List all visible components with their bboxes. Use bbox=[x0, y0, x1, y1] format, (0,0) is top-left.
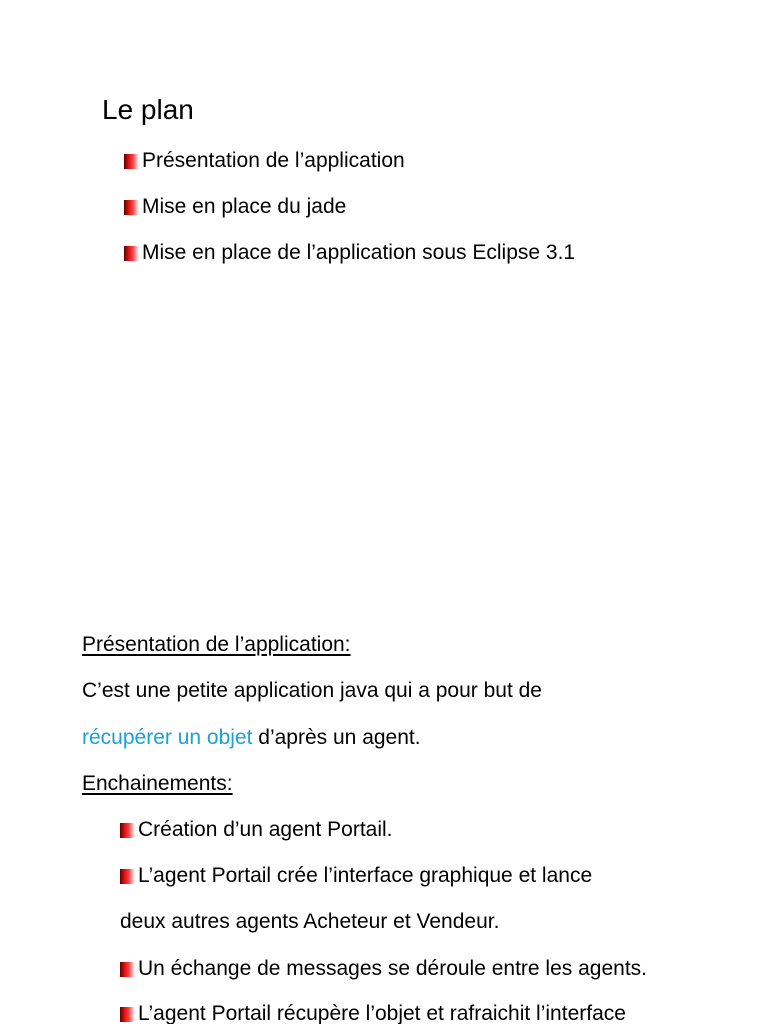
step-item-4 bbox=[120, 1000, 626, 1024]
highlighted-phrase: récupérer un objet bbox=[82, 726, 253, 749]
red-square-bullet-icon bbox=[120, 823, 135, 838]
step-label: L’agent Portail crée l’interface graphique et lance bbox=[138, 864, 593, 887]
plan-item-label: Présentation de l’application bbox=[142, 149, 405, 172]
step-item-2-continuation: deux autres agents Acheteur et Vendeur. bbox=[120, 910, 500, 933]
red-square-bullet-icon bbox=[124, 200, 139, 215]
presentation-line-1: C’est une petite application java qui a pour but de bbox=[82, 679, 542, 702]
red-square-bullet-icon bbox=[120, 962, 135, 977]
presentation-line-2-rest: d’après un agent. bbox=[252, 726, 421, 749]
step-item-3 bbox=[120, 955, 647, 983]
red-square-bullet-icon bbox=[120, 869, 135, 884]
step-item-2 bbox=[120, 862, 592, 890]
red-square-bullet-icon bbox=[120, 1007, 135, 1022]
step-item-1 bbox=[120, 816, 393, 844]
red-square-bullet-icon bbox=[124, 246, 139, 261]
enchainements-heading: Enchainements: bbox=[82, 772, 233, 795]
step-label: Création d’un agent Portail. bbox=[138, 818, 393, 841]
plan-item-label: Mise en place du jade bbox=[142, 195, 347, 218]
step-label: L’agent Portail récupère l’objet et rafraichit l’interface bbox=[138, 1002, 626, 1024]
plan-item-presentation bbox=[124, 148, 405, 174]
plan-item-eclipse bbox=[124, 240, 575, 266]
red-square-bullet-icon bbox=[124, 154, 139, 169]
plan-item-jade bbox=[124, 194, 346, 220]
presentation-heading: Présentation de l’application: bbox=[82, 633, 351, 656]
presentation-line-2 bbox=[82, 724, 421, 752]
plan-title: Le plan bbox=[102, 94, 194, 125]
plan-item-label: Mise en place de l’application sous Eclipse 3.1 bbox=[142, 241, 576, 264]
step-label: Un échange de messages se déroule entre les agents. bbox=[138, 957, 647, 980]
